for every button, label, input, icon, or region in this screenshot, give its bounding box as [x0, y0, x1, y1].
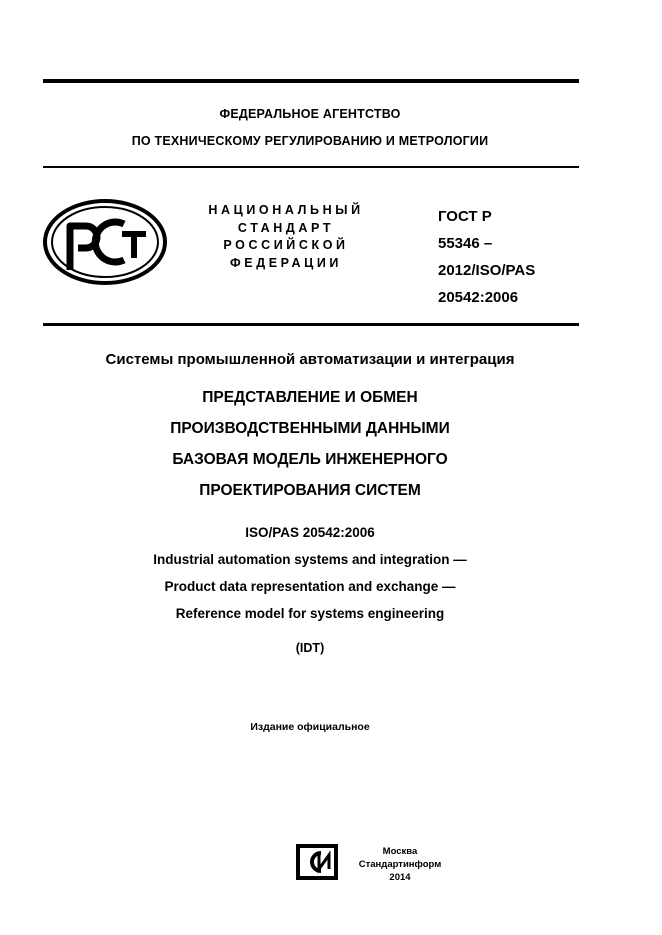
iso-reference: ISO/PAS 20542:2006 — [245, 525, 375, 540]
main-title-ru-line-3: БАЗОВАЯ МОДЕЛЬ ИНЖЕНЕРНОГО — [172, 451, 448, 468]
publisher-name: Стандартинформ — [358, 859, 442, 870]
designation-line-1: ГОСТ Р — [438, 208, 492, 225]
main-title-ru-line-4: ПРОЕКТИРОВАНИЯ СИСТЕМ — [199, 482, 421, 499]
agency-name-line-1: ФЕДЕРАЛЬНОЕ АГЕНТСТВО — [219, 107, 401, 121]
standard-designation — [438, 203, 535, 311]
designation-line-2: 55346 – — [438, 235, 493, 252]
designation-line-4: 20542:2006 — [438, 289, 519, 306]
title-en-line-1: Industrial automation systems and integration — — [153, 552, 467, 567]
publisher-city: Москва — [382, 846, 418, 857]
designation-line-3: 2012/ISO/PAS — [438, 262, 536, 279]
national-standard-line-1: НАЦИОНАЛЬНЫЙ — [208, 203, 364, 217]
standartinform-icon — [295, 843, 339, 881]
publisher-year: 2014 — [389, 872, 411, 883]
edition-label: Издание официальное — [250, 721, 370, 733]
national-standard-line-4: ФЕДЕРАЦИИ — [229, 255, 342, 270]
national-standard-line-2: СТАНДАРТ — [237, 220, 335, 235]
title-en-line-3: Reference model for systems engineering — [175, 606, 445, 621]
rst-emblem-icon — [42, 198, 168, 286]
main-title-ru-line-2: ПРОИЗВОДСТВЕННЫМИ ДАННЫМИ — [170, 420, 450, 437]
national-standard-heading — [196, 202, 376, 272]
top-rule — [43, 79, 579, 83]
publisher-info — [348, 845, 452, 884]
agency-name-line-2: ПО ТЕХНИЧЕСКОМУ РЕГУЛИРОВАНИЮ И МЕТРОЛОГИИ — [131, 134, 489, 148]
title-rule — [43, 323, 579, 326]
main-title-ru-line-1: ПРЕДСТАВЛЕНИЕ И ОБМЕН — [202, 389, 418, 406]
series-title-ru: Системы промышленной автоматизации и интеграция — [105, 351, 515, 368]
national-standard-line-3: РОССИЙСКОЙ — [223, 238, 349, 252]
main-title-ru — [0, 382, 620, 506]
title-en-line-2: Product data representation and exchange — — [164, 579, 456, 594]
header-rule — [43, 166, 579, 168]
equivalence-mark: (IDT) — [295, 641, 325, 655]
title-en — [0, 519, 620, 627]
